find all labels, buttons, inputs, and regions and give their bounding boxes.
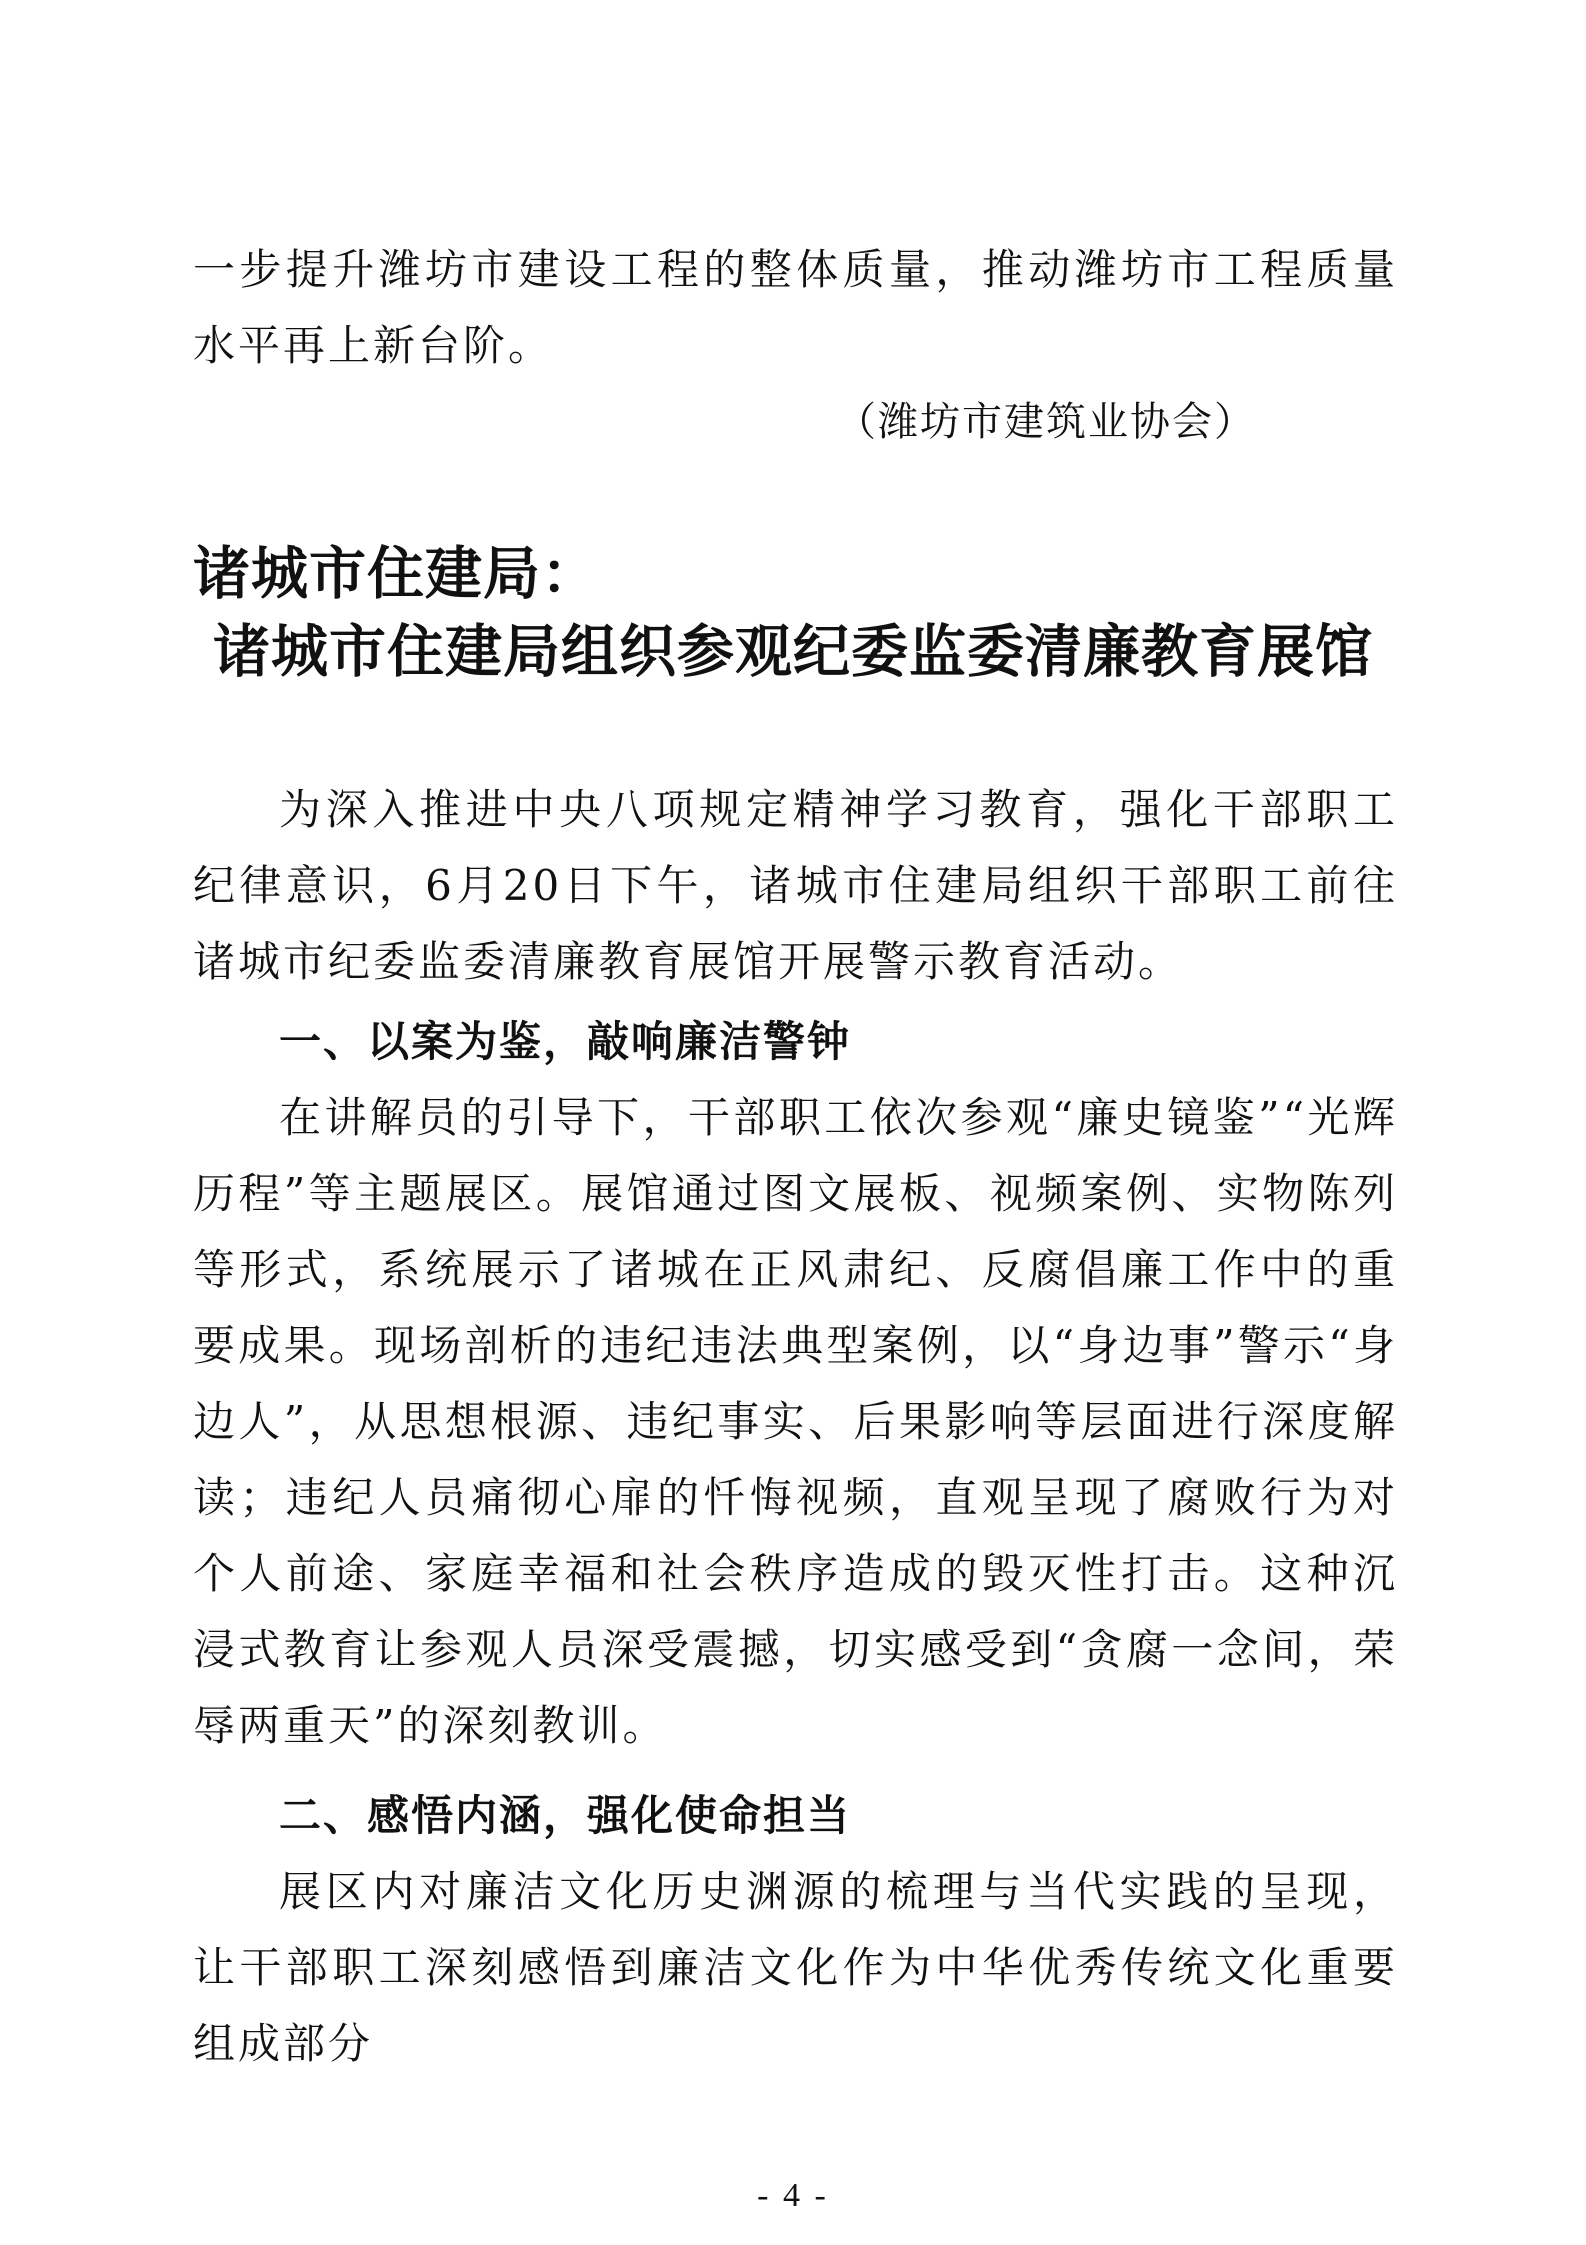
previous-article-source: （潍坊市建筑业协会） xyxy=(836,399,1256,445)
section-heading-2: 二、感悟内涵，强化使命担当 xyxy=(279,1791,852,1840)
previous-article-closing-paragraph: 一步提升潍坊市建设工程的整体质量，推动潍坊市工程质量水平再上新台阶。 xyxy=(193,245,1398,370)
intro-paragraph: 为深入推进中央八项规定精神学习教育，强化干部职工纪律意识，6月20日下午，诸城市住建局组织干部职工前往诸城市纪委监委清廉教育展馆开展警示教育活动。 xyxy=(193,785,1398,986)
section-2-paragraph: 展区内对廉洁文化历史渊源的梳理与当代实践的呈现，让干部职工深刻感悟到廉洁文化作为中华优秀传统文化重要组成部分 xyxy=(193,1867,1398,2068)
article-title-organization: 诸城市住建局： xyxy=(193,541,599,607)
section-1-paragraph: 在讲解员的引导下，干部职工依次参观“廉史镜鉴”“光辉历程”等主题展区。展馆通过图文展板、视频案例、实物陈列等形式，系统展示了诸城在正风肃纪、反腐倡廉工作中的重要成果。现场剖析的违纪违法典型案例，以“身边事”警示“身边人”，从思想根源、违纪事实、后果影响等层面进行深度解读；违纪人员痛彻心扉的忏悔视频，直观呈现了腐败行为对个人前途、家庭幸福和社会秩序造成的毁灭性打击。这种沉浸式教育让参观人员深受震撼，切实感受到“贪腐一念间，荣辱两重天”的深刻教训。 xyxy=(193,1093,1398,1750)
section-heading-1: 一、以案为鉴，敲响廉洁警钟 xyxy=(279,1017,852,1066)
article-title-main: 诸城市住建局组织参观纪委监委清廉教育展馆 xyxy=(213,619,1373,685)
page-number: - 4 - xyxy=(757,2177,829,2214)
